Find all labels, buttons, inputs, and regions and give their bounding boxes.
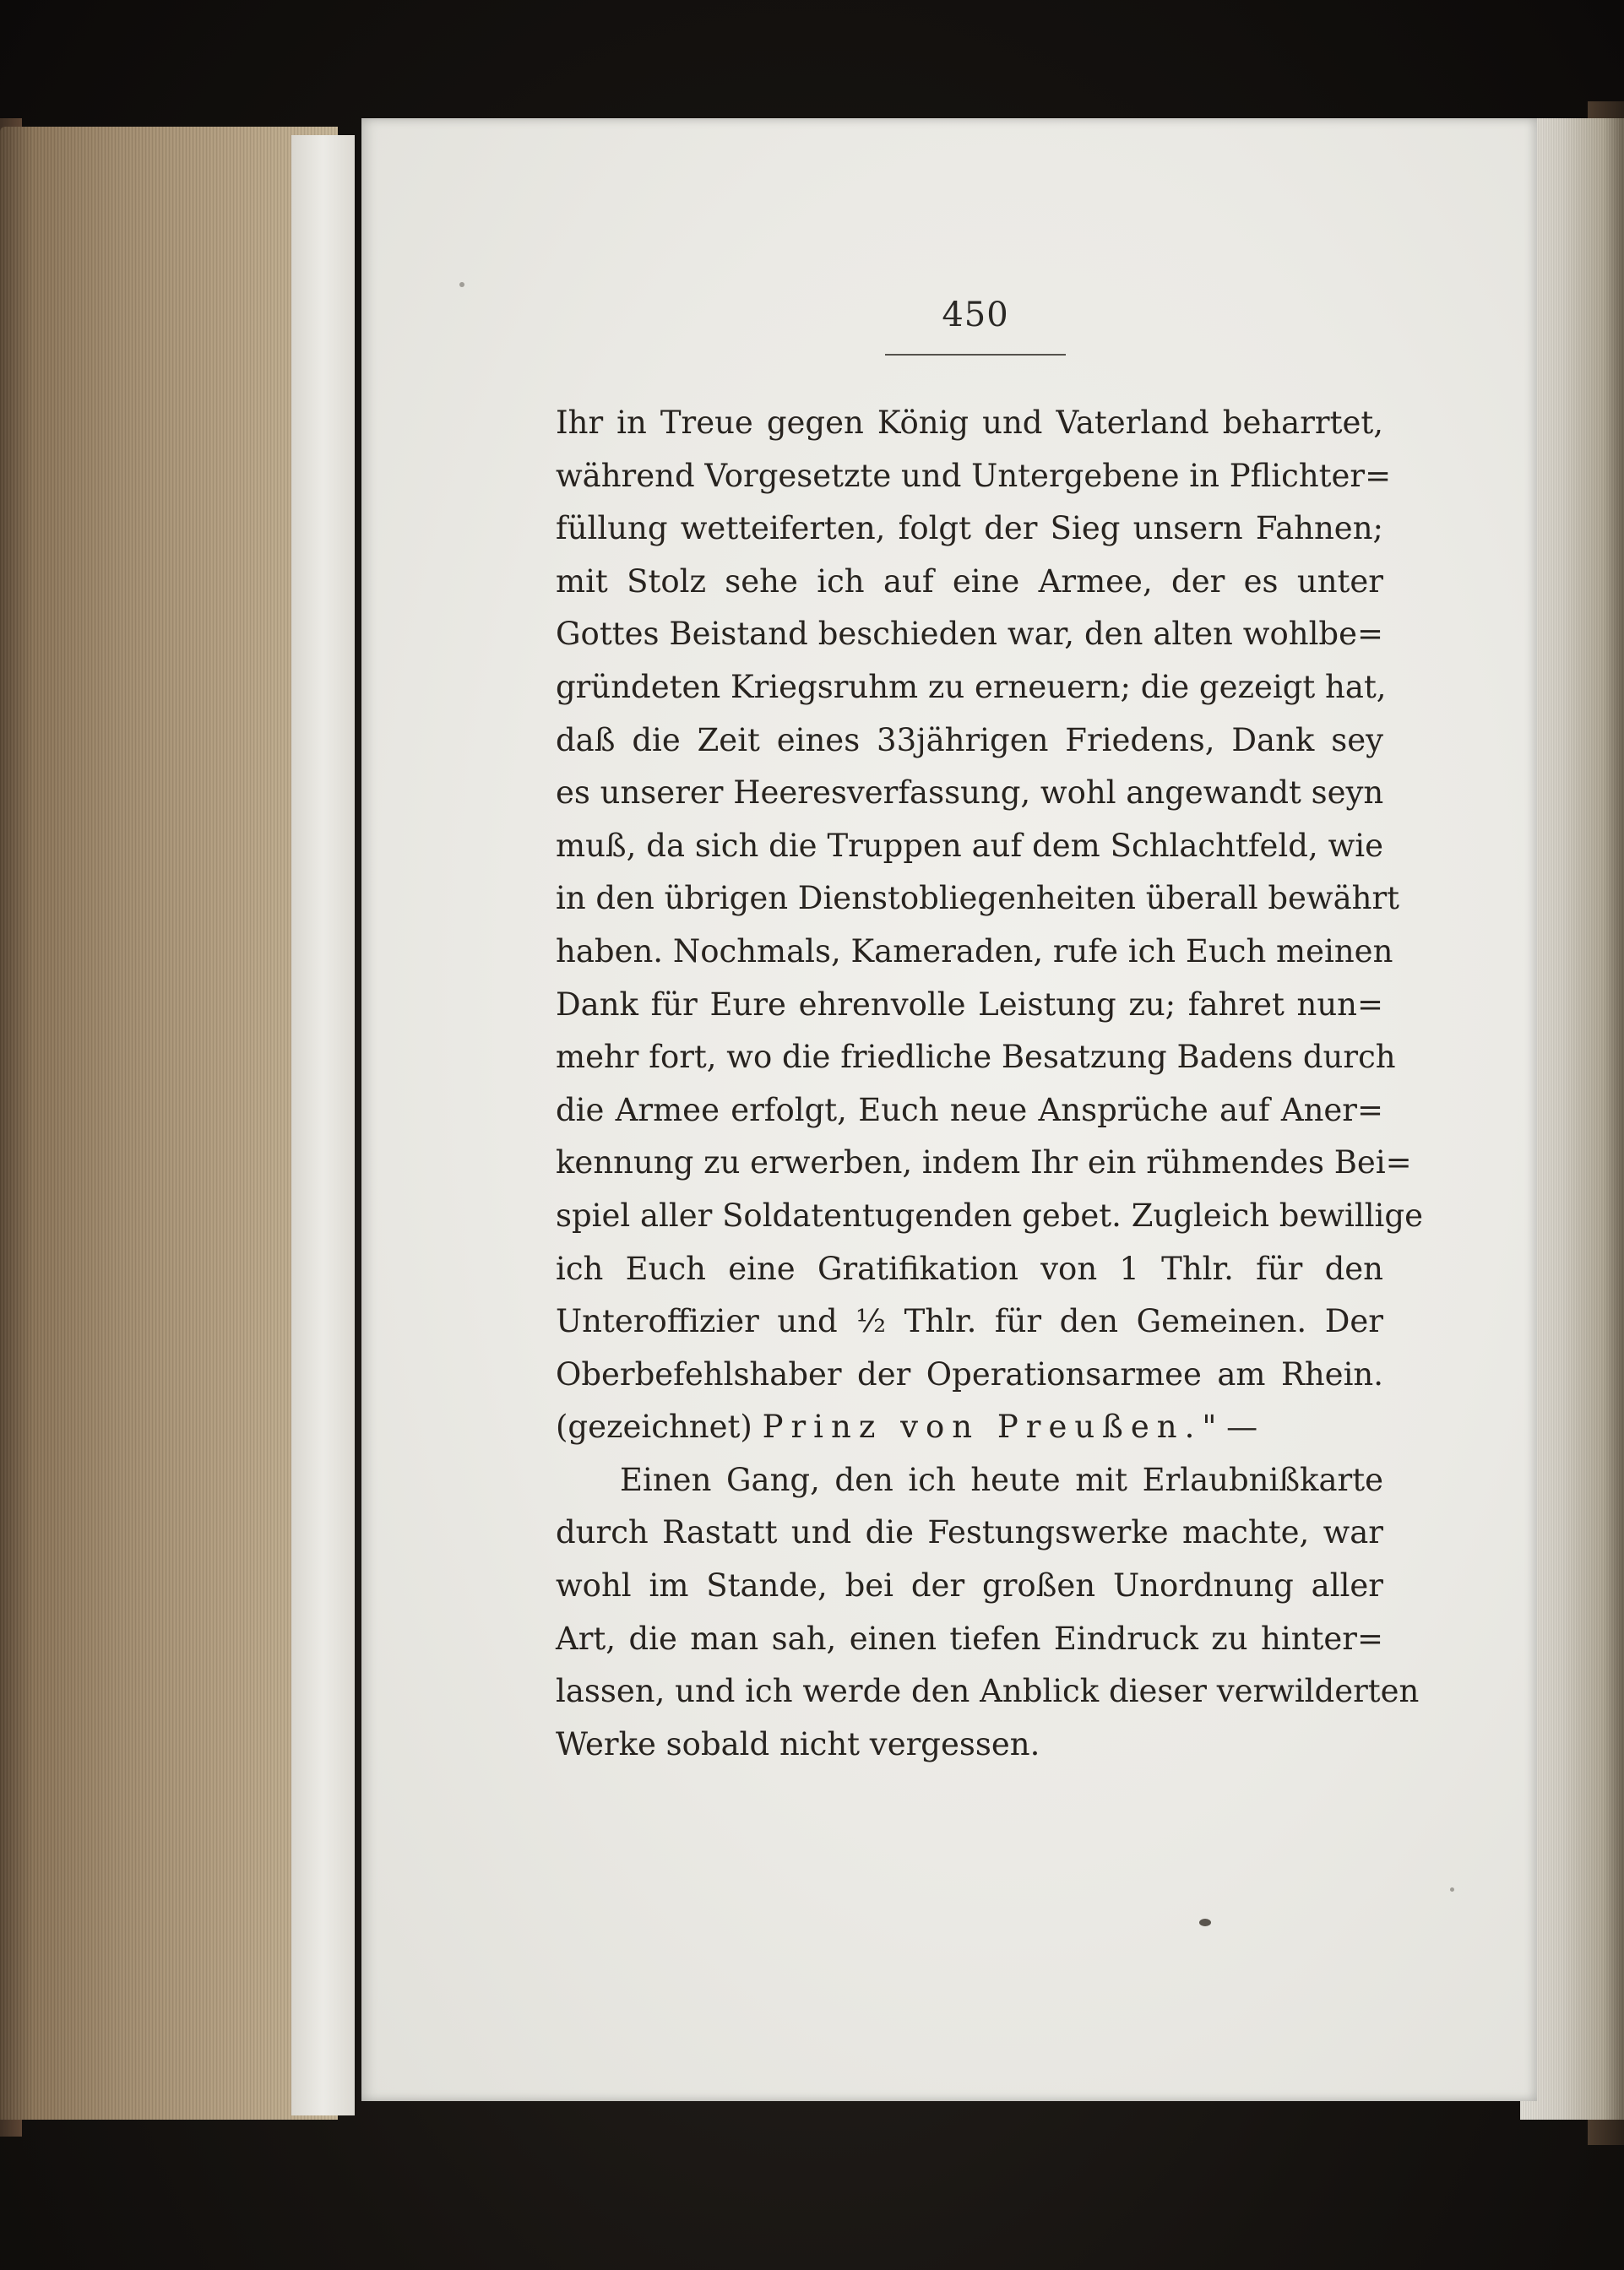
text-line: Werke sobald nicht vergessen. [556,1725,1040,1762]
text-line: Ihr in Treue gegen König und Vaterland beharrtet, [556,405,1383,441]
ink-speck [459,282,464,287]
text-line: gründeten Kriegsruhm zu erneuern; die gezeigt hat, [556,668,1387,705]
text-line: lassen, und ich werde den Anblick dieser verwilderten [556,1673,1420,1710]
text-line: es unserer Heeresverfassung, wohl angewandt seyn [556,774,1384,812]
text-line: daß die Zeit eines 33jährigen Friedens, Dank sey [556,721,1383,758]
text-line: Gottes Beistand beschieden war, den alten wohlbe= [556,616,1383,653]
signature-name: Prinz von Preußen. [762,1409,1203,1446]
text-line: durch Rastatt und die Festungswerke machte, war [556,1514,1383,1551]
text-line: Oberbefehlshaber der Operationsarmee am Rhein. [556,1355,1383,1393]
text-line: Dank für Eure ehrenvolle Leistung zu; fahret nun= [556,986,1383,1023]
text-line: mit Stolz sehe ich auf eine Armee, der es unter [556,562,1383,600]
text-line: ich Euch eine Gratifikation von 1 Thlr. für den [556,1250,1383,1287]
text-line: haben. Nochmals, Kameraden, rufe ich Euch meinen [556,932,1393,969]
text-line: Unteroffizier und ½ Thlr. für den Gemeinen. Der [556,1303,1383,1340]
text-line: spiel aller Soldatentugenden gebet. Zugleich bewillige [556,1197,1423,1234]
signature-suffix: " — [1202,1409,1258,1446]
left-page-edge [291,135,355,2115]
text-line: muß, da sich die Truppen auf dem Schlachtfeld, wie [556,827,1383,864]
text-line: Art, die man sah, einen tiefen Eindruck zu hinter= [556,1620,1383,1657]
left-page-stack [0,127,338,2120]
text-line: mehr fort, wo die friedliche Besatzung Badens durch [556,1039,1396,1076]
page-number: 450 [942,296,1009,334]
text-line: Einen Gang, den ich heute mit Erlaubnißkarte [620,1461,1383,1498]
text-line: die Armee erfolgt, Euch neue Ansprüche auf Aner= [556,1091,1383,1128]
page-body-text [556,397,1423,1771]
text-line: wohl im Stande, bei der großen Unordnung aller [556,1567,1383,1605]
text-line: in den übrigen Dienstobliegenheiten überall bewährt [556,880,1400,917]
text-line: füllung wetteiferten, folgt der Sieg unsern Fahnen; [556,510,1383,547]
ink-speck [1199,1919,1211,1926]
text-line: während Vorgesetzte und Untergebene in Pflichter= [556,457,1392,494]
ink-speck [1450,1887,1454,1892]
signature-prefix: (gezeichnet) [556,1409,763,1446]
page-number-rule [885,354,1066,356]
signature-line [556,1401,1383,1454]
text-line: kennung zu erwerben, indem Ihr ein rühmendes Bei= [556,1144,1412,1181]
